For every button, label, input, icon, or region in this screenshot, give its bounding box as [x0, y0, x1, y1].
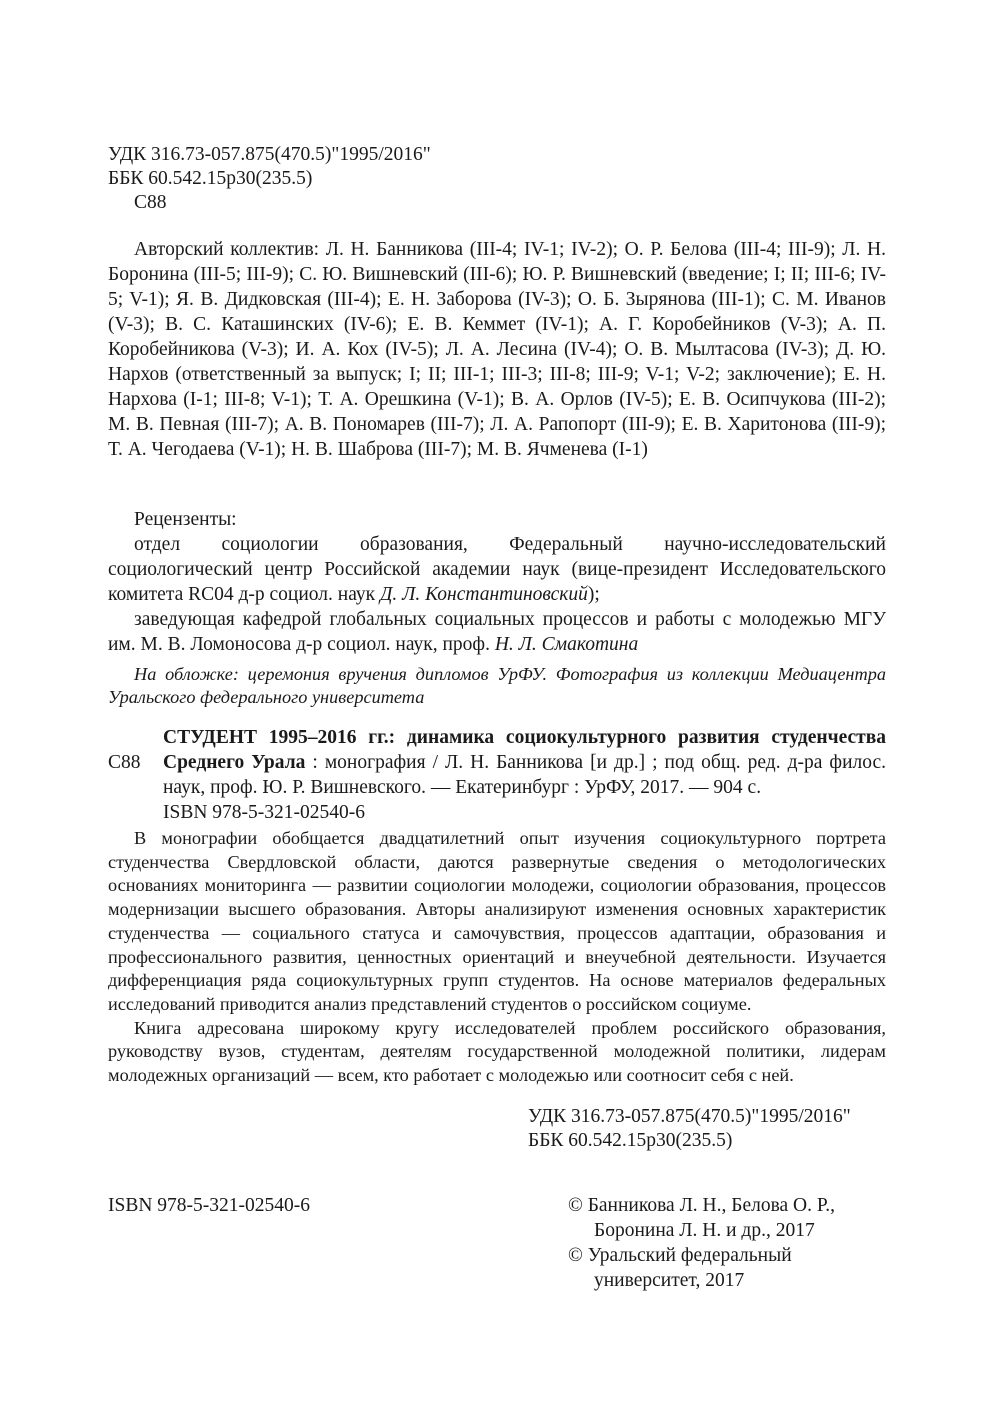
catalog-isbn: ISBN 978-5-321-02540-6	[163, 802, 366, 823]
reviewer-2-affiliation: заведующая кафедрой глобальных социальных процессов и работы с молодежью МГУ им. М. В. Ломоносова д-р социол. наук, проф.	[108, 609, 886, 655]
udk-code: УДК 316.73-057.875(470.5)"1995/2016"	[108, 144, 431, 165]
abstract-paragraph-1: В монографии обобщается двадцатилетний опыт изучения социокультурного портрета студенчества Свердловской области, даются развернутые сведения о методологических основаниях мониторинга — развитии социологии молодежи, социологии образования, процессов модернизации высшего образования. Авторы анализируют изменения основных характеристик студенчества — социального статуса и самочувствия, процессов адаптации, образования и профессионального развития, ценностных ориентаций и внеучебной деятельности. Изучается дифференциация ряда социокультурных групп студентов. На основе материалов федеральных исследований приводится анализ представлений студентов о российском социуме.	[108, 828, 886, 1014]
catalog-entry	[108, 725, 886, 825]
catalog-description	[163, 725, 886, 800]
reviewer-1-affiliation: отдел социологии образования, Федеральный научно-исследовательский социологический центр Российской академии наук (вице-президент Исследовательского комитета RC04 д-р социол. наук	[108, 534, 886, 605]
cover-note-text: На обложке: церемония вручения дипломов УрФУ. Фотография из коллекции Медиацентра Уральского федерального университета	[108, 664, 886, 707]
reviewer-2	[108, 607, 886, 657]
udk-code-footer: УДК 316.73-057.875(470.5)"1995/2016"	[528, 1106, 851, 1127]
classification-header	[108, 143, 886, 215]
bibliographic-description: : монография / Л. Н. Банникова [и др.] ; под общ. ред. д-ра филос. наук, проф. Ю. Р. Вишневского. — Екатеринбург : УрФУ, 2017. — 904 с.	[163, 752, 887, 798]
reviewers-block	[108, 507, 886, 657]
author-sign: С88	[134, 192, 167, 213]
cover-note	[108, 663, 886, 708]
bbk-code-footer: ББК 60.542.15р30(235.5)	[528, 1130, 733, 1151]
abstract-paragraph-2: Книга адресована широкому кругу исследователей проблем российского образования, руководству вузов, студентам, деятелям государственной молодежной политики, лидерам молодежных организаций — всем, кто работает с молодежью или соотносит себя с ней.	[108, 1017, 886, 1086]
bbk-code: ББК 60.542.15р30(235.5)	[108, 168, 313, 189]
authors-text: Авторский коллектив: Л. Н. Банникова (III-4; IV-1; IV-2); О. Р. Белова (III-4; III-9); Л. Н. Боронина (III-5; III-9); С. Ю. Вишневский (III-6); Ю. Р. Вишневский (введение; I; II; III-6; IV-5; V-1); Я. В. Дидковская (III-4); Е. Н. Заборова (IV-3); О. Б. Зырянова (III-1); С. М. Иванов (V-3); В. С. Каташинских (IV-6); Е. В. Кеммет (IV-1); А. Г. Коробейников (V-3); А. П. Коробейникова (V-3); И. А. Кох (IV-5); Л. А. Лесина (IV-4); О. В. Мылтасова (IV-3); Д. Ю. Нархов (ответственный за выпуск; I; II; III-1; III-3; III-8; III-9; V-1; V-2; заключение); Е. Н. Нархова (I-1; III-8; V-1); Т. А. Орешкина (V-1); В. А. Орлов (IV-5); Е. В. Осипчукова (III-2); М. В. Певная (III-7); А. В. Пономарев (III-7); Л. А. Рапопорт (III-9); Е. В. Харитонова (III-9); Т. А. Чегодаева (V-1); Н. В. Шаброва (III-7); М. В. Ячменева (I-1)	[108, 239, 886, 460]
reviewers-heading: Рецензенты:	[134, 509, 237, 530]
isbn-footer: ISBN 978-5-321-02540-6	[108, 1195, 311, 1216]
copyright-authors: © Банникова Л. Н., Белова О. Р., Боронина Л. Н. и др., 2017	[568, 1195, 836, 1241]
book-title: СТУДЕНТ 1995–2016 гг.: динамика социокультурного развития студенчества Среднего Урала	[163, 727, 886, 773]
catalog-sign: С88	[108, 752, 141, 773]
reviewer-1-tail: );	[587, 584, 600, 605]
copyright-block	[568, 1193, 898, 1293]
reviewer-1-name: Д. Л. Константиновский	[379, 584, 588, 605]
reviewer-2-name: Н. Л. Смакотина	[494, 634, 639, 655]
abstract-block	[108, 827, 886, 1088]
copyright-university: © Уральский федеральный университет, 2017	[568, 1245, 792, 1291]
authors-block	[108, 237, 886, 462]
reviewer-1	[108, 532, 886, 607]
classification-footer	[528, 1105, 851, 1153]
